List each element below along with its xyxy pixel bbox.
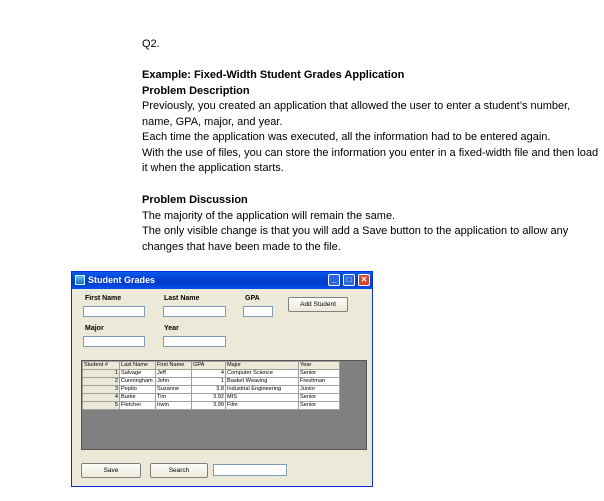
gpa-field[interactable] <box>243 306 273 317</box>
column-header[interactable]: Last Name <box>120 362 156 370</box>
table-row[interactable] <box>83 370 340 378</box>
year-cell[interactable]: Senior <box>299 394 340 402</box>
year-cell[interactable]: Senior <box>299 402 340 410</box>
student-data-grid[interactable] <box>81 360 367 450</box>
search-input[interactable] <box>213 464 287 476</box>
description-line: name, GPA, major, and year. <box>142 115 283 128</box>
gpa-cell[interactable]: 3.8 <box>192 386 226 394</box>
table-row[interactable] <box>83 394 340 402</box>
discussion-line: changes that have been made to the file. <box>142 240 341 253</box>
column-header[interactable]: First Name <box>156 362 192 370</box>
table-row[interactable] <box>83 402 340 410</box>
first-name-cell[interactable]: Tim <box>156 394 192 402</box>
major-label: Major <box>85 325 104 332</box>
year-cell[interactable]: Senior <box>299 370 340 378</box>
add-student-button[interactable]: Add Student <box>288 297 348 312</box>
last-name-cell[interactable]: Salvage <box>120 370 156 378</box>
column-header[interactable]: GPA <box>192 362 226 370</box>
last-name-cell[interactable]: Pepito <box>120 386 156 394</box>
gpa-label: GPA <box>245 295 260 302</box>
app-icon <box>75 275 85 285</box>
close-icon[interactable]: ✕ <box>358 274 370 286</box>
student-table <box>82 361 340 410</box>
last-name-cell[interactable]: Cunningham <box>120 378 156 386</box>
gpa-cell[interactable]: 3.99 <box>192 402 226 410</box>
question-number: Q2. <box>142 38 160 50</box>
year-cell[interactable]: Freshman <box>299 378 340 386</box>
student-number-cell[interactable]: 2 <box>83 378 120 386</box>
last-name-cell[interactable]: Fletcher <box>120 402 156 410</box>
search-button[interactable]: Search <box>150 463 208 478</box>
year-field[interactable] <box>163 336 226 347</box>
table-header-row <box>83 362 340 370</box>
discussion-line: The only visible change is that you will add a Save button to the application to allow any <box>142 225 569 237</box>
description-line: Each time the application was executed, all the information had to be entered again. <box>142 131 551 143</box>
gpa-cell[interactable]: 3.92 <box>192 394 226 402</box>
major-cell[interactable]: Computer Science <box>226 370 299 378</box>
maximize-icon[interactable]: □ <box>343 274 355 286</box>
description-line: it when the application starts. <box>142 162 284 174</box>
problem-description-section <box>142 68 604 177</box>
description-line: With the use of files, you can store the information you enter in a fixed-width file and then load <box>142 146 599 159</box>
gpa-cell[interactable]: 1 <box>192 378 226 386</box>
student-number-cell[interactable]: 3 <box>83 386 120 394</box>
first-name-cell[interactable]: John <box>156 378 192 386</box>
major-cell[interactable]: Industrial Engineering <box>226 386 299 394</box>
first-name-field[interactable] <box>83 306 145 317</box>
last-name-label: Last Name <box>164 295 200 302</box>
save-button[interactable]: Save <box>81 463 141 478</box>
example-title: Example: Fixed-Width Student Grades Application <box>142 69 405 81</box>
major-cell[interactable]: Basket Weaving <box>226 378 299 386</box>
table-row[interactable] <box>83 386 340 394</box>
problem-discussion-heading: Problem Discussion <box>142 194 248 206</box>
description-line: Previously, you created an application that allowed the user to enter a student’s number, <box>142 100 571 112</box>
first-name-cell[interactable]: Suzanne <box>156 386 192 394</box>
problem-discussion-section <box>142 193 604 255</box>
year-cell[interactable]: Junior <box>299 386 340 394</box>
gpa-cell[interactable]: 4 <box>192 370 226 378</box>
column-header[interactable]: Student # <box>83 362 120 370</box>
student-grades-window <box>71 271 373 487</box>
major-cell[interactable]: MIS <box>226 394 299 402</box>
column-header[interactable]: Year <box>299 362 340 370</box>
major-cell[interactable]: Film <box>226 402 299 410</box>
minimize-icon[interactable]: _ <box>328 274 340 286</box>
discussion-line: The majority of the application will remain the same. <box>142 209 396 222</box>
first-name-cell[interactable]: Irwin <box>156 402 192 410</box>
window-title-bar[interactable] <box>72 272 372 289</box>
student-number-cell[interactable]: 5 <box>83 402 120 410</box>
first-name-cell[interactable]: Jeff <box>156 370 192 378</box>
student-number-cell[interactable]: 4 <box>83 394 120 402</box>
problem-description-heading: Problem Description <box>142 84 250 97</box>
last-name-field[interactable] <box>163 306 226 317</box>
table-row[interactable] <box>83 378 340 386</box>
year-label: Year <box>164 325 179 332</box>
column-header[interactable]: Major <box>226 362 299 370</box>
major-field[interactable] <box>83 336 145 347</box>
window-title: Student Grades <box>88 275 156 285</box>
first-name-label: First Name <box>85 295 122 302</box>
last-name-cell[interactable]: Burke <box>120 394 156 402</box>
student-number-cell[interactable]: 1 <box>83 370 120 378</box>
